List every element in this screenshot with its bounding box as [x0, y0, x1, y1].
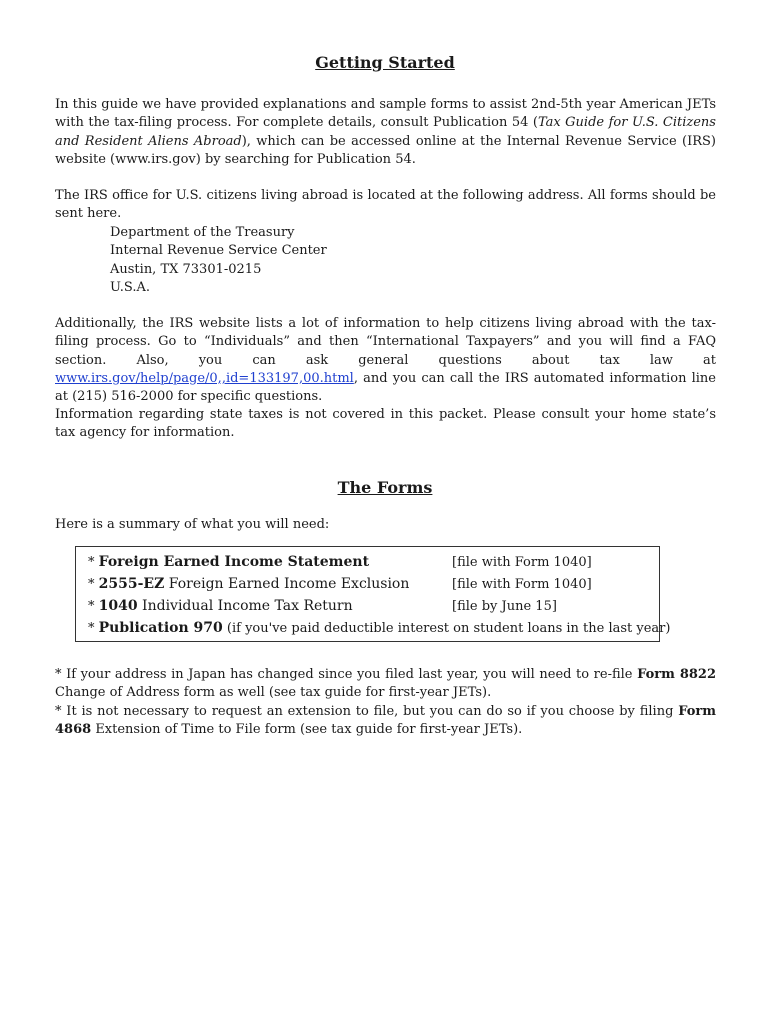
form-item-description: Individual Income Tax Return	[137, 598, 353, 614]
irs-help-link[interactable]: www.irs.gov/help/page/0,,id=133197,00.html	[55, 370, 354, 386]
website-text-b: , and you can call the IRS automated information line at (215) 516-2000 for specific questions.	[55, 370, 716, 405]
form-item-publication-970: * Publication 970 (if you've paid deductible interest on student loans in the last year)	[88, 620, 671, 636]
getting-started-heading: Getting Started	[315, 53, 455, 72]
intro-text-a: In this guide we have provided explanations and sample forms to assist 2nd-5th year American JETs with the tax-filing process. For complete details, consult Publication 54 (	[55, 97, 716, 131]
summary-intro: Here is a summary of what you will need:	[55, 517, 330, 532]
note2-text-b: Extension of Time to File form (see tax guide for first-year JETs).	[91, 722, 523, 738]
form-8822-label: Form 8822	[637, 667, 716, 682]
note1-text-a: * If your address in Japan has changed since you filed last year, you will need to re-file	[55, 667, 638, 682]
the-forms-heading: The Forms	[337, 478, 433, 497]
form-item-2555-ez: * 2555-EZ Foreign Earned Income Exclusion [file with Form 1040]	[88, 576, 592, 592]
form-item-description: Foreign Earned Income Exclusion	[164, 576, 410, 592]
address-line: Department of the Treasury	[110, 225, 295, 240]
form-4868-label: Form 4868	[55, 704, 716, 738]
irs-office-paragraph: The IRS office for U.S. citizens living abroad is located at the following address. All forms should be sent here.	[55, 188, 716, 222]
form-item-1040: * 1040 Individual Income Tax Return [file by June 15]	[88, 598, 557, 614]
extension-note	[55, 703, 716, 740]
form-item-name: Publication 970	[98, 620, 223, 636]
irs-website-paragraph	[55, 315, 716, 406]
form-item-name: 2555-EZ	[98, 576, 165, 592]
address-line: Austin, TX 73301-0215	[110, 261, 262, 277]
form-item-note: [file by June 15]	[452, 599, 557, 614]
form-item-description: (if you've paid deductible interest on student loans in the last year)	[222, 621, 671, 636]
intro-paragraph	[55, 96, 716, 169]
publication-title: Tax Guide for U.S. Citizens and Resident Aliens Abroad	[55, 115, 716, 149]
intro-text-b: ), which can be accessed online at the Internal Revenue Service (IRS) website (www.irs.gov) by searching for Publication 54.	[55, 133, 716, 167]
form-item-note: [file with Form 1040]	[452, 577, 592, 592]
address-change-note	[55, 666, 716, 703]
form-item-foreign-earned-income-statement: * Foreign Earned Income Statement [file with Form 1040]	[88, 554, 592, 570]
note2-text-a: * It is not necessary to request an extension to file, but you can do so if you choose by filing	[55, 704, 679, 719]
forms-summary-box	[75, 546, 671, 642]
form-item-note: [file with Form 1040]	[452, 555, 592, 570]
address-line: U.S.A.	[110, 279, 150, 295]
address-line: Internal Revenue Service Center	[110, 243, 327, 259]
state-taxes-paragraph: Information regarding state taxes is not covered in this packet. Please consult your home state’s tax agency for information.	[55, 407, 716, 441]
website-text-a: Additionally, the IRS website lists a lot of information to help citizens living abroad with the tax-filing process. Go to “Individuals” and then “International Taxpayers” and you will find a FAQ section. Also, you can ask general questions about tax law at	[55, 316, 716, 368]
form-item-name: 1040	[98, 598, 138, 614]
note1-text-b: Change of Address form as well (see tax guide for first-year JETs).	[55, 685, 492, 701]
form-item-name: Foreign Earned Income Statement	[98, 554, 370, 570]
irs-address-block	[110, 224, 327, 297]
